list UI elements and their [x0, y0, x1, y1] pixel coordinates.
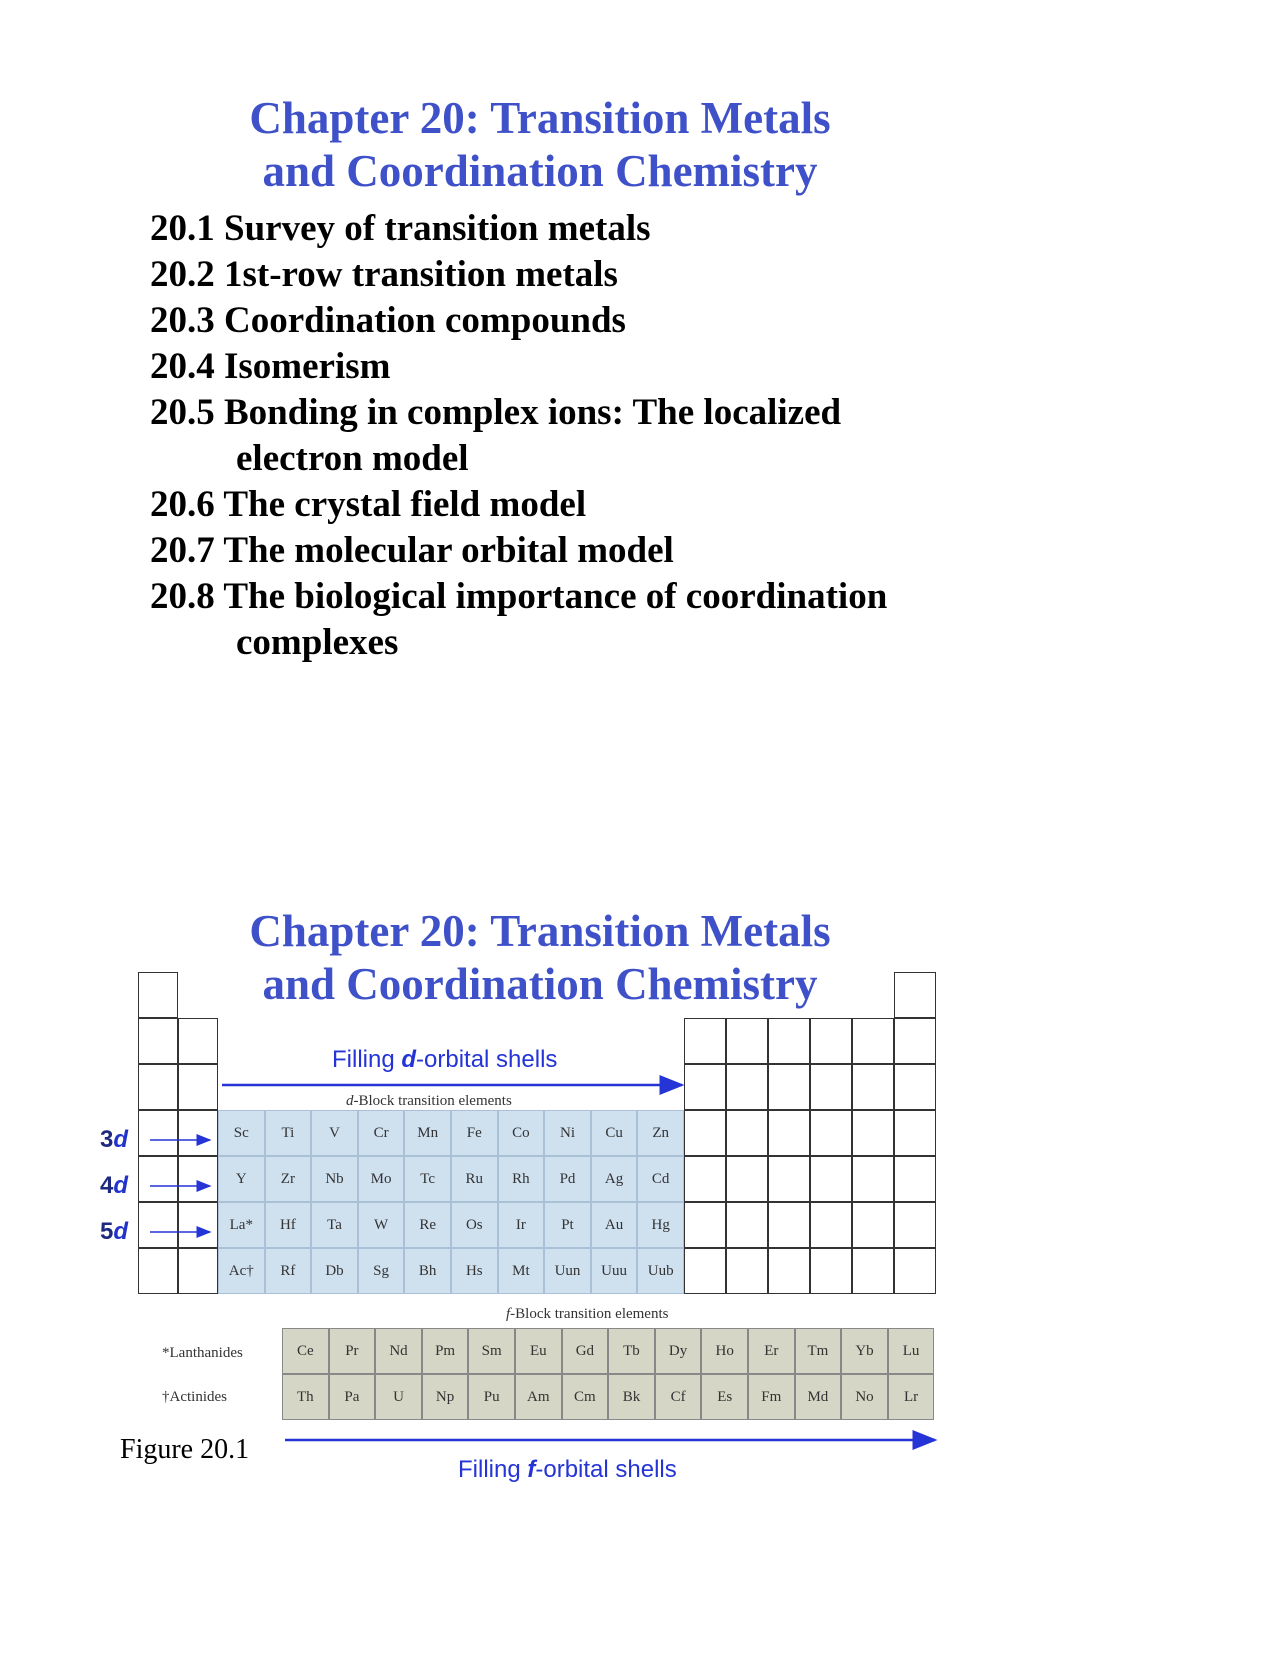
page-title-line2: and Coordination Chemistry — [262, 146, 818, 196]
d-block-element: Tc — [404, 1156, 451, 1202]
d-block-element: Rh — [498, 1156, 545, 1202]
lanthanide-element: Tb — [608, 1328, 655, 1374]
lanthanide-element: Eu — [515, 1328, 562, 1374]
d-block-element: Zr — [265, 1156, 312, 1202]
d-block-element: Ru — [451, 1156, 498, 1202]
actinide-element: Am — [515, 1374, 562, 1420]
lanthanide-element: Pr — [329, 1328, 376, 1374]
d-block-element: Fe — [451, 1110, 498, 1156]
actinide-element: Md — [795, 1374, 842, 1420]
shell-label-3d: 3d — [100, 1126, 129, 1153]
page-title-line1: Chapter 20: Transition Metals — [249, 93, 831, 143]
d-block-element: Ni — [544, 1110, 591, 1156]
lanthanide-element: Sm — [468, 1328, 515, 1374]
toc-item-20-2: 20.2 1st-row transition metals — [150, 254, 618, 295]
lanthanide-element: Er — [748, 1328, 795, 1374]
actinide-element: Cf — [655, 1374, 702, 1420]
d-block-element: Hs — [451, 1248, 498, 1294]
d-block-element: Cd — [637, 1156, 684, 1202]
d-block-element: Mt — [498, 1248, 545, 1294]
f-filling-label: Filling f-orbital shells — [458, 1456, 677, 1483]
toc-item-20-4: 20.4 Isomerism — [150, 346, 391, 387]
toc-item-20-8: 20.8 The biological importance of coordination complexes — [150, 576, 888, 663]
d-block-element: Ti — [265, 1110, 312, 1156]
lanthanide-element: Pm — [422, 1328, 469, 1374]
d-block-element: Os — [451, 1202, 498, 1248]
actinide-element: Np — [422, 1374, 469, 1420]
d-block-element: Pd — [544, 1156, 591, 1202]
f-block-caption: f-Block transition elements — [506, 1306, 669, 1322]
actinide-element: Bk — [608, 1374, 655, 1420]
lanthanide-element: Dy — [655, 1328, 702, 1374]
d-block-element: Cu — [591, 1110, 638, 1156]
d-block-element: Db — [311, 1248, 358, 1294]
actinide-element: Fm — [748, 1374, 795, 1420]
lanthanide-element: Yb — [841, 1328, 888, 1374]
d-block-element: Rf — [265, 1248, 312, 1294]
shell-label-4d: 4d — [100, 1172, 129, 1199]
figure-title-line1: Chapter 20: Transition Metals — [249, 906, 831, 956]
d-block-element: Cr — [358, 1110, 405, 1156]
toc-item-20-1: 20.1 Survey of transition metals — [150, 208, 651, 249]
d-block-element: Ta — [311, 1202, 358, 1248]
actinide-element: U — [375, 1374, 422, 1420]
d-block-element: Au — [591, 1202, 638, 1248]
lanthanide-element: Tm — [795, 1328, 842, 1374]
shell-label-5d: 5d — [100, 1218, 129, 1245]
lanthanide-element: Nd — [375, 1328, 422, 1374]
figure-title-line2: and Coordination Chemistry — [262, 959, 818, 1009]
d-block-element: Mn — [404, 1110, 451, 1156]
actinides-label: †Actinides — [162, 1389, 227, 1405]
actinide-element: No — [841, 1374, 888, 1420]
lanthanide-element: Lu — [888, 1328, 935, 1374]
toc-item-20-5: 20.5 Bonding in complex ions: The localized electron model — [150, 392, 842, 479]
d-block-element: Mo — [358, 1156, 405, 1202]
d-block-element: Y — [218, 1156, 265, 1202]
d-block-element: Ag — [591, 1156, 638, 1202]
d-block-element: Hg — [637, 1202, 684, 1248]
d-block-element: Hf — [265, 1202, 312, 1248]
d-block-element: W — [358, 1202, 405, 1248]
actinide-element: Es — [701, 1374, 748, 1420]
d-block-element: Zn — [637, 1110, 684, 1156]
toc-item-20-6: 20.6 The crystal field model — [150, 484, 587, 525]
d-block-element: Ir — [498, 1202, 545, 1248]
d-block-element: V — [311, 1110, 358, 1156]
d-block-element: Sc — [218, 1110, 265, 1156]
toc-item-20-3: 20.3 Coordination compounds — [150, 300, 626, 341]
d-block-element: Pt — [544, 1202, 591, 1248]
figure-title — [0, 905, 1080, 1011]
d-block-element: Uuu — [591, 1248, 638, 1294]
d-block-element: Uub — [637, 1248, 684, 1294]
d-block-element: Co — [498, 1110, 545, 1156]
d-filling-label: Filling d-orbital shells — [332, 1046, 558, 1073]
d-block-element: La* — [218, 1202, 265, 1248]
d-block-element: Sg — [358, 1248, 405, 1294]
lanthanide-element: Gd — [562, 1328, 609, 1374]
actinide-element: Th — [282, 1374, 329, 1420]
lanthanides-label: *Lanthanides — [162, 1345, 243, 1361]
toc-item-20-7: 20.7 The molecular orbital model — [150, 530, 674, 571]
actinide-element: Cm — [562, 1374, 609, 1420]
actinide-element: Pu — [468, 1374, 515, 1420]
actinide-element: Lr — [888, 1374, 935, 1420]
lanthanide-element: Ce — [282, 1328, 329, 1374]
actinide-element: Pa — [329, 1374, 376, 1420]
lanthanide-element: Ho — [701, 1328, 748, 1374]
d-block-element: Bh — [404, 1248, 451, 1294]
figure-label: Figure 20.1 — [120, 1434, 250, 1465]
d-block-element: Nb — [311, 1156, 358, 1202]
d-block-element: Ac† — [218, 1248, 265, 1294]
d-block-element: Re — [404, 1202, 451, 1248]
d-block-element: Uun — [544, 1248, 591, 1294]
d-block-caption: d-Block transition elements — [346, 1093, 512, 1109]
